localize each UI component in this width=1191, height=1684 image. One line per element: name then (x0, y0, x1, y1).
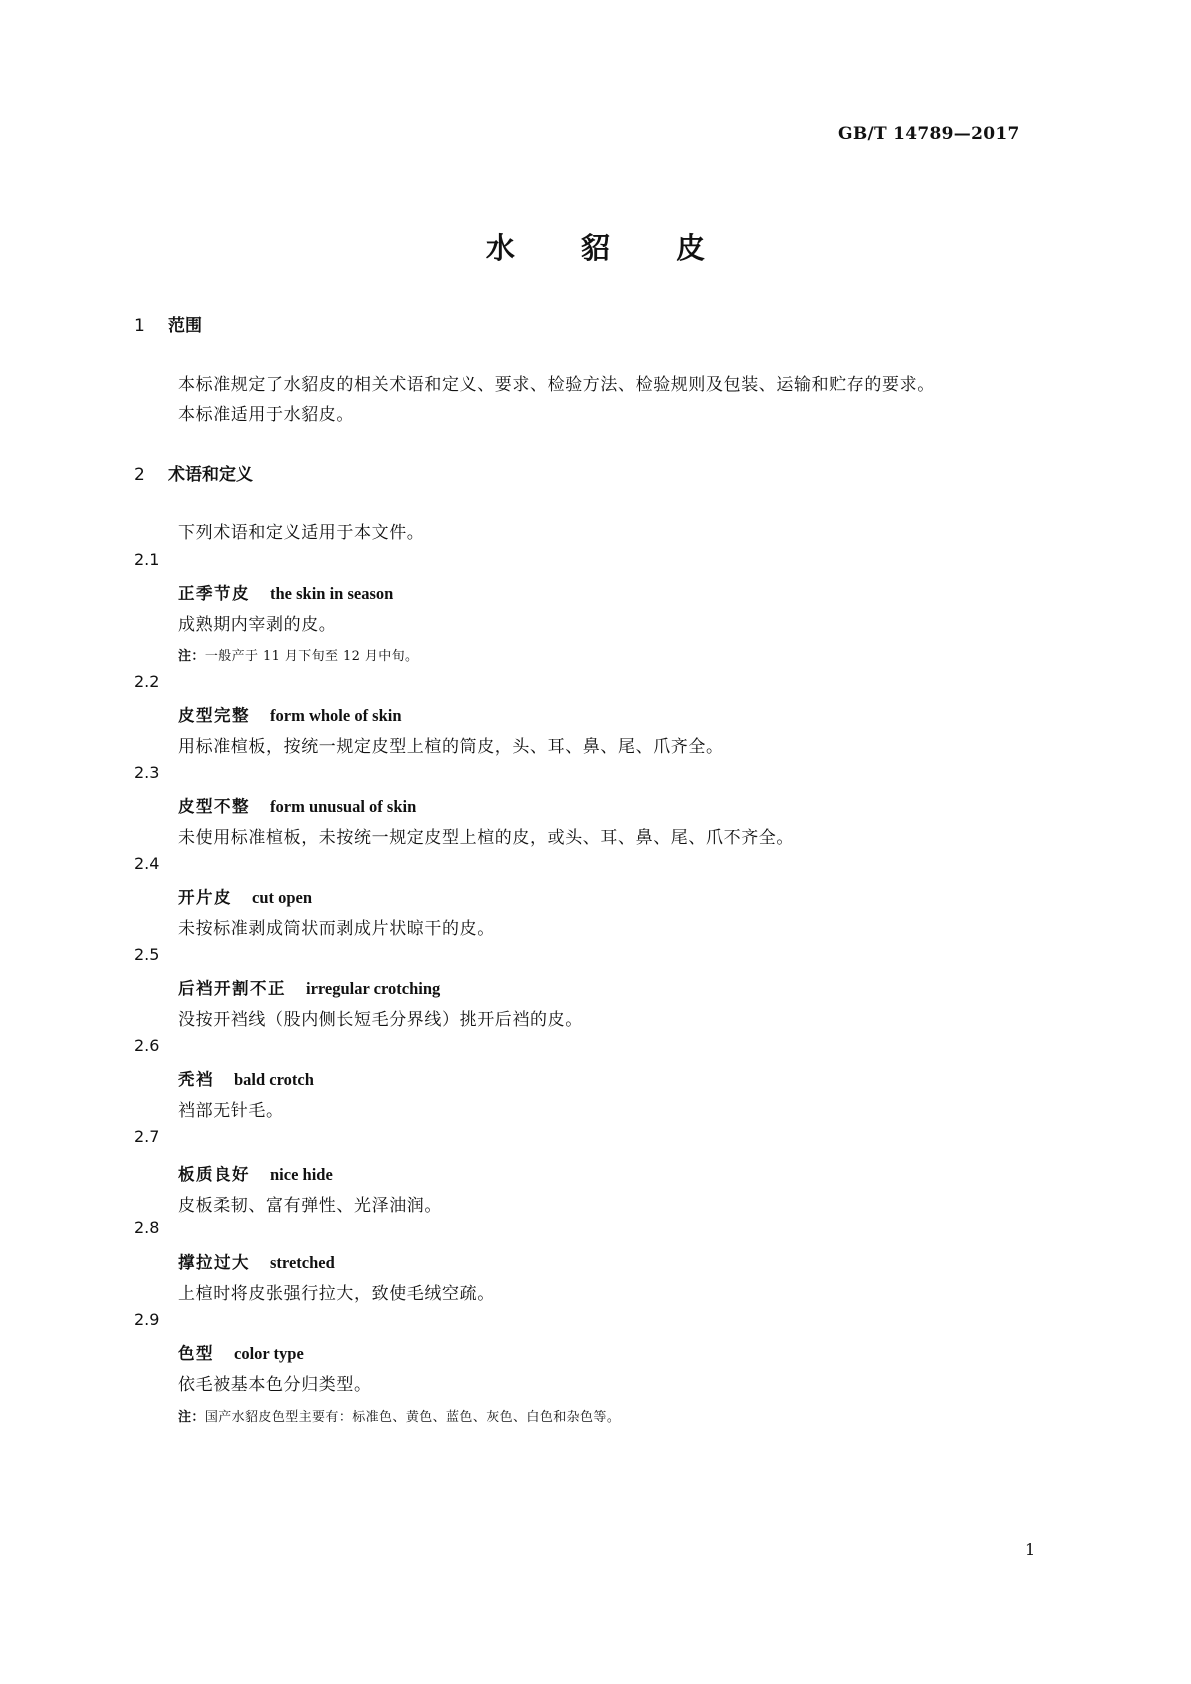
term-name-en: nice hide (270, 1165, 333, 1184)
term-definition: 用标准楦板，按统一规定皮型上楦的筒皮，头、耳、鼻、尾、爪齐全。 (178, 737, 724, 757)
term-name-cn: 皮型不整 (178, 797, 250, 816)
section-2-heading (134, 460, 253, 485)
term-name-en: bald crotch (234, 1070, 314, 1089)
section-title: 范围 (168, 316, 202, 336)
term-name-cn: 正季节皮 (178, 584, 250, 603)
term-definition: 皮板柔韧、富有弹性、光泽油润。 (178, 1196, 442, 1216)
term-definition: 未使用标准楦板，未按统一规定皮型上楦的皮，或头、耳、鼻、尾、爪不齐全。 (178, 828, 794, 848)
term-heading (178, 1249, 335, 1273)
term-name-en: stretched (270, 1253, 335, 1272)
term-heading (178, 975, 440, 999)
term-definition: 上楦时将皮张强行拉大，致使毛绒空疏。 (178, 1284, 495, 1304)
term-number: 2.9 (134, 1310, 160, 1329)
term-heading (178, 1066, 314, 1090)
term-name-en: form unusual of skin (270, 797, 417, 816)
term-heading (178, 1161, 333, 1185)
term-name-cn: 色型 (178, 1344, 214, 1363)
standard-code: GB/T 14789—2017 (838, 124, 1020, 144)
section-title: 术语和定义 (168, 465, 253, 485)
term-name-cn: 后裆开割不正 (178, 979, 286, 998)
term-number: 2.4 (134, 854, 160, 873)
section-1-heading (134, 311, 202, 336)
term-name-en: cut open (252, 888, 313, 907)
term-name-cn: 撑拉过大 (178, 1253, 250, 1272)
page-number: 1 (1025, 1540, 1036, 1559)
term-number: 2.3 (134, 763, 160, 782)
section-number: 2 (134, 465, 145, 485)
term-definition: 未按标准剥成筒状而剥成片状晾干的皮。 (178, 919, 495, 939)
term-name-cn: 板质良好 (178, 1165, 250, 1184)
term-name-cn: 开片皮 (178, 888, 232, 907)
note-label: 注： (178, 1410, 205, 1425)
term-heading (178, 702, 402, 726)
term-number: 2.8 (134, 1218, 160, 1237)
term-heading (178, 884, 312, 908)
term-name-en: form whole of skin (270, 706, 402, 725)
term-name-cn: 皮型完整 (178, 706, 250, 725)
terms-intro: 下列术语和定义适用于本文件。 (178, 523, 425, 543)
term-number: 2.5 (134, 945, 160, 964)
note-text: 国产水貂皮色型主要有：标准色、黄色、蓝色、灰色、白色和杂色等。 (204, 1410, 621, 1425)
term-note (178, 645, 418, 664)
term-heading (178, 793, 416, 817)
term-number: 2.7 (134, 1127, 160, 1146)
term-definition: 裆部无针毛。 (178, 1101, 284, 1121)
term-name-en: irregular crotching (306, 979, 441, 998)
term-definition: 没按开裆线（股内侧长短毛分界线）挑开后裆的皮。 (178, 1010, 583, 1030)
note-label: 注： (178, 649, 205, 664)
term-definition: 成熟期内宰剥的皮。 (178, 615, 337, 635)
scope-paragraph: 本标准规定了水貂皮的相关术语和定义、要求、检验方法、检验规则及包装、运输和贮存的要求。 (178, 375, 935, 395)
scope-paragraph: 本标准适用于水貂皮。 (178, 405, 354, 425)
term-number: 2.2 (134, 672, 160, 691)
term-number: 2.1 (134, 550, 160, 569)
note-text: 一般产于 11 月下旬至 12 月中旬。 (204, 649, 419, 664)
document-title: 水 貂 皮 (485, 231, 734, 265)
term-name-cn: 秃裆 (178, 1070, 214, 1089)
term-name-en: the skin in season (270, 584, 394, 603)
term-note (178, 1406, 620, 1425)
term-name-en: color type (234, 1344, 304, 1363)
section-number: 1 (134, 316, 145, 336)
term-definition: 依毛被基本色分归类型。 (178, 1375, 372, 1395)
term-heading (178, 1340, 304, 1364)
term-number: 2.6 (134, 1036, 160, 1055)
term-heading (178, 580, 393, 604)
